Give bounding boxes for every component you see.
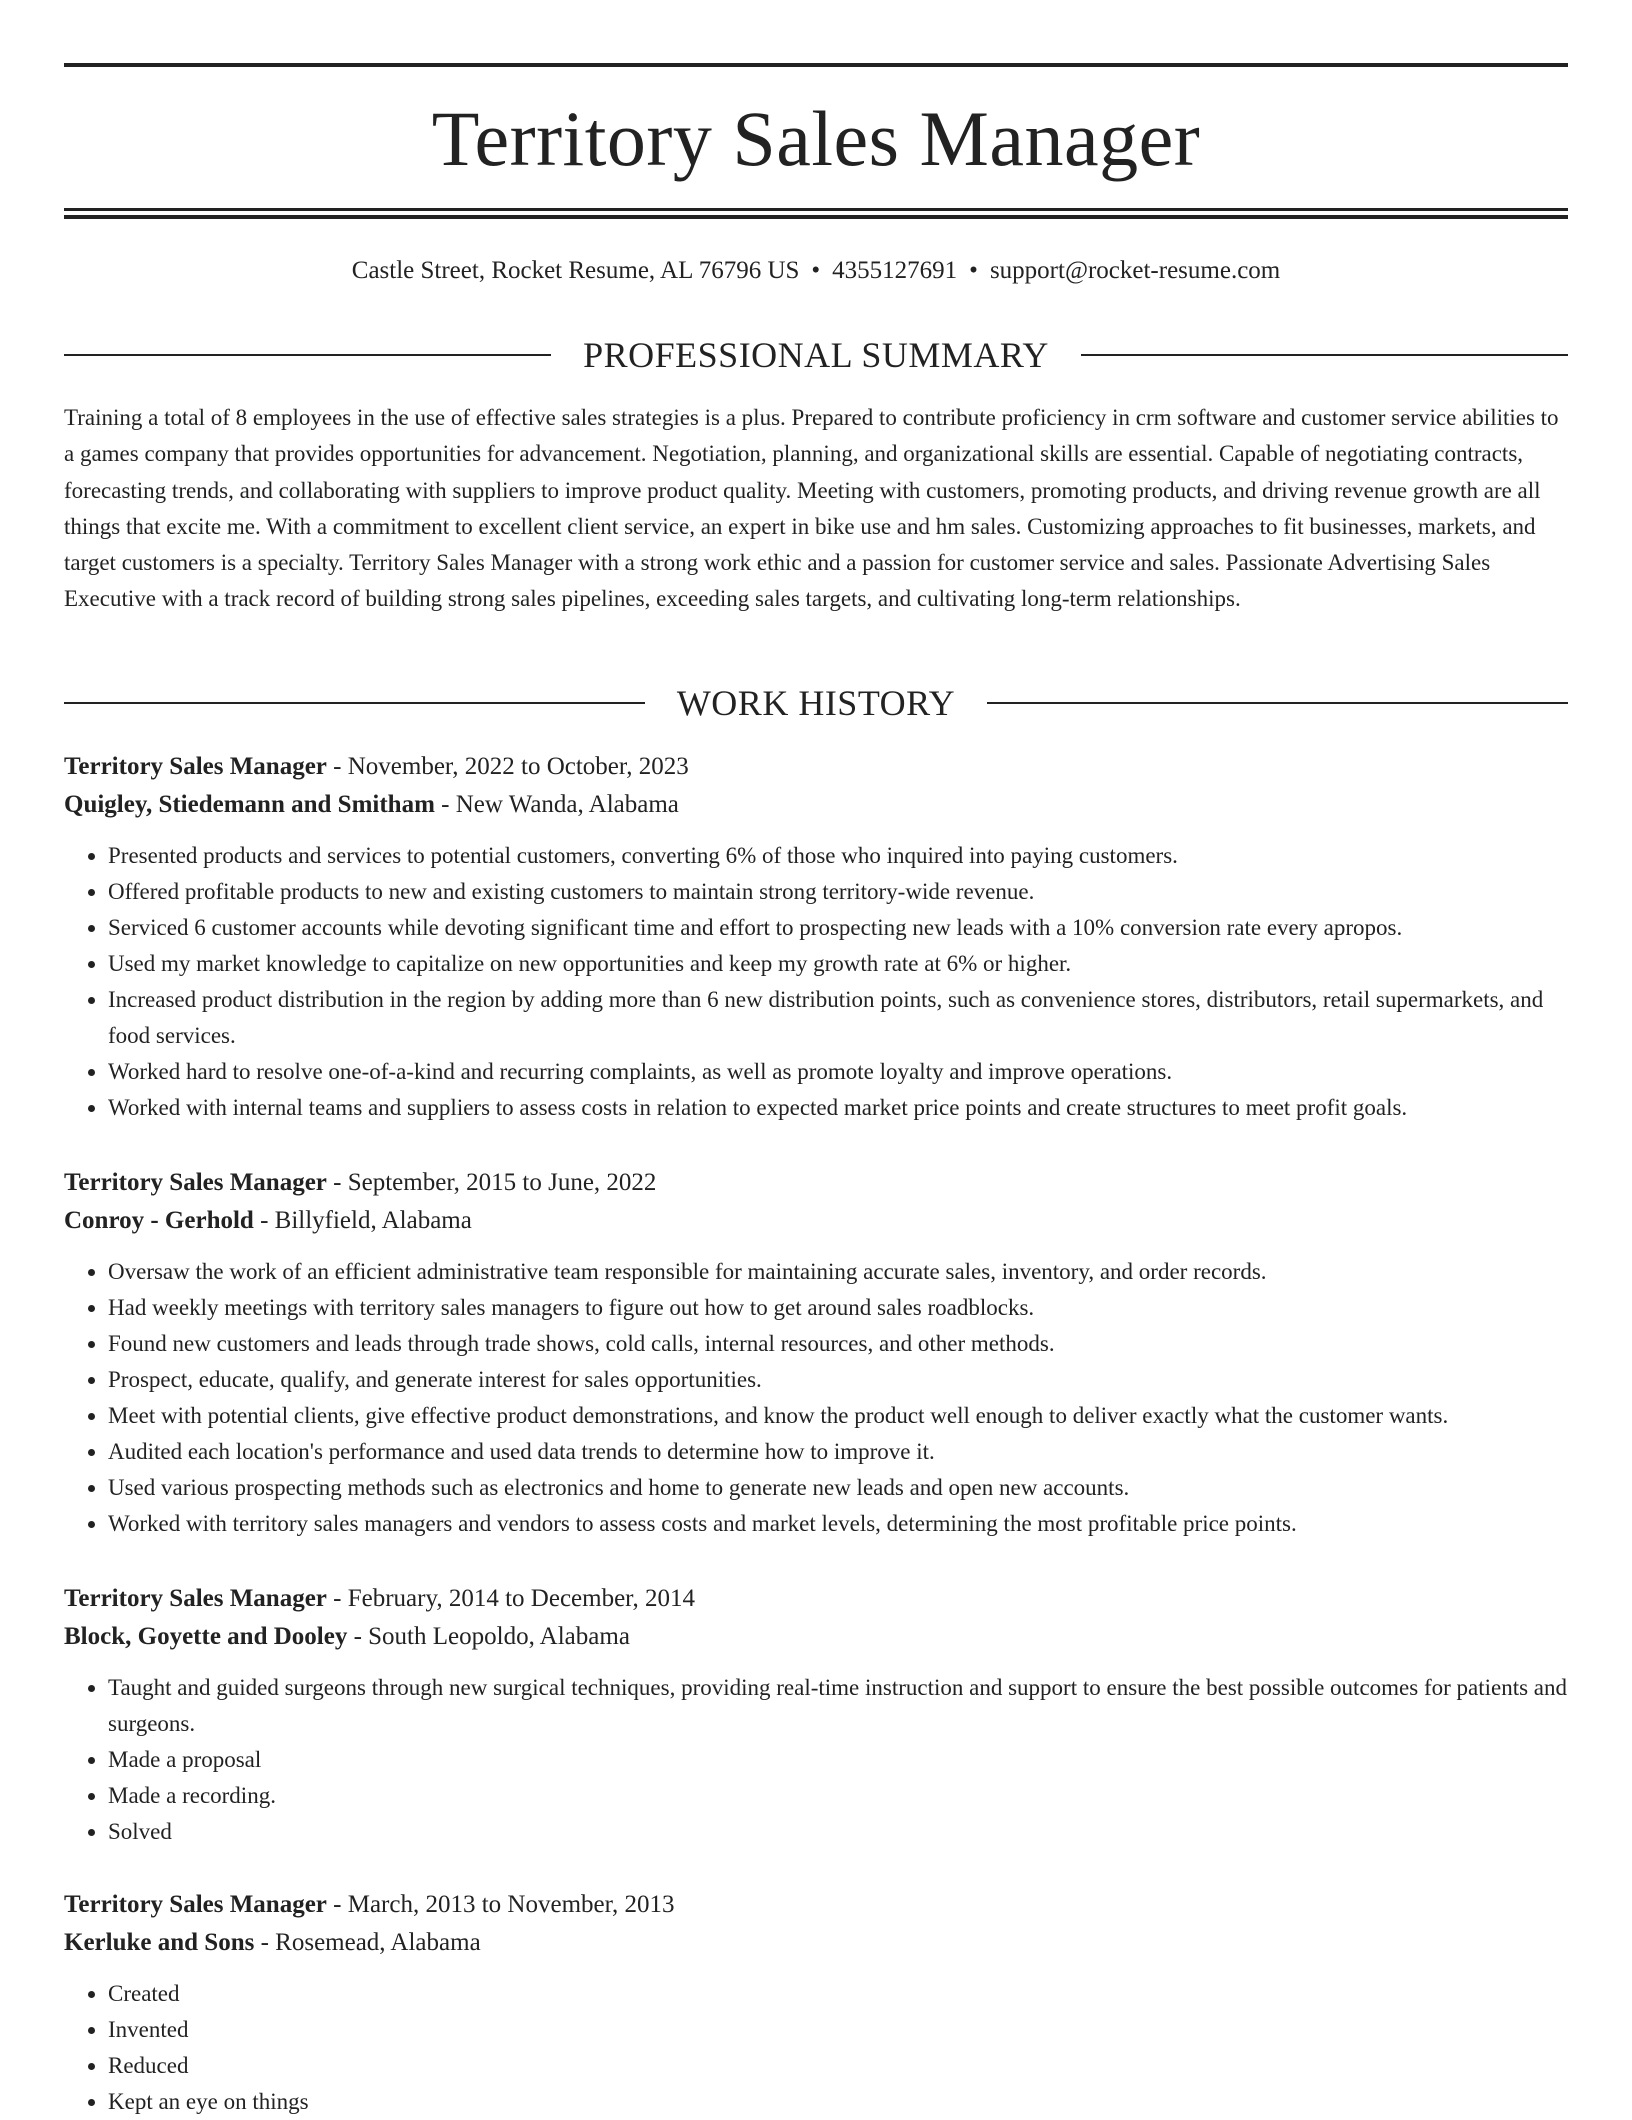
job-bullet: • Presented products and services to potential customers, converting 6% of those who inquired into paying customers. bbox=[108, 838, 1568, 874]
job-company-line bbox=[64, 1924, 1568, 1962]
job-company: Kerluke and Sons bbox=[64, 1929, 255, 1956]
heading-rule-left bbox=[64, 702, 645, 704]
job-bullet: • Made a proposal bbox=[108, 1742, 1568, 1778]
job-bullet: • Increased product distribution in the region by adding more than 6 new distribution points, such as convenience stores, distributors, retail supermarkets, and food services. bbox=[108, 982, 1568, 1054]
contact-line bbox=[64, 254, 1568, 288]
top-rule bbox=[64, 63, 1568, 67]
job-location: - Billyfield, Alabama bbox=[253, 1207, 472, 1234]
summary-heading bbox=[64, 335, 1568, 375]
contact-separator: • bbox=[969, 257, 978, 284]
job-bullets bbox=[64, 1670, 1568, 1850]
contact-separator: • bbox=[811, 257, 821, 284]
job-bullets bbox=[64, 1254, 1568, 1542]
job-dates: - February, 2014 to December, 2014 bbox=[326, 1585, 696, 1612]
job-dates: - September, 2015 to June, 2022 bbox=[326, 1169, 657, 1196]
job-location: - South Leopoldo, Alabama bbox=[347, 1623, 630, 1650]
job-bullet: • Kept an eye on things bbox=[108, 2084, 1568, 2120]
job-bullet: • Created bbox=[108, 1976, 1568, 2012]
job-bullet: • Made a recording. bbox=[108, 1778, 1568, 1814]
job-title-line bbox=[64, 1580, 1568, 1618]
job-company: Conroy - Gerhold bbox=[64, 1207, 254, 1234]
job-bullet: • Worked hard to resolve one-of-a-kind and recurring complaints, as well as promote loyalty and improve operations. bbox=[108, 1054, 1568, 1090]
job-entry bbox=[64, 748, 1568, 1126]
job-bullet: • Audited each location's performance and used data trends to determine how to improve it. bbox=[108, 1434, 1568, 1470]
job-entry bbox=[64, 1580, 1568, 1850]
title-rule-upper bbox=[64, 208, 1568, 211]
job-company-line bbox=[64, 786, 1568, 824]
job-company: Quigley, Stiedemann and Smitham bbox=[64, 791, 435, 818]
job-bullet: • Invented bbox=[108, 2012, 1568, 2048]
job-bullets bbox=[64, 838, 1568, 1126]
contact-email: support@rocket-resume.com bbox=[989, 257, 1281, 284]
job-title-line bbox=[64, 1164, 1568, 1202]
job-bullet: • Oversaw the work of an efficient administrative team responsible for maintaining accurate sales, inventory, and order records. bbox=[108, 1254, 1568, 1290]
job-bullet: • Found new customers and leads through trade shows, cold calls, internal resources, and other methods. bbox=[108, 1326, 1568, 1362]
contact-address: Castle Street, Rocket Resume, AL 76796 US bbox=[351, 257, 800, 284]
heading-rule-right bbox=[1081, 354, 1568, 356]
job-location: - New Wanda, Alabama bbox=[434, 791, 679, 818]
job-title: Territory Sales Manager bbox=[64, 1891, 327, 1918]
job-title: Territory Sales Manager bbox=[64, 1169, 327, 1196]
job-bullet: • Worked with territory sales managers and vendors to assess costs and market levels, determining the most profitable price points. bbox=[108, 1506, 1568, 1542]
job-bullet: • Prospect, educate, qualify, and generate interest for sales opportunities. bbox=[108, 1362, 1568, 1398]
job-bullet: • Used my market knowledge to capitalize on new opportunities and keep my growth rate at 6% or higher. bbox=[108, 946, 1568, 982]
contact-phone: 4355127691 bbox=[832, 257, 958, 284]
job-bullet: • Had weekly meetings with territory sales managers to figure out how to get around sales roadblocks. bbox=[108, 1290, 1568, 1326]
summary-text: Training a total of 8 employees in the use of effective sales strategies is a plus. Prepared to contribute proficiency in crm software and customer service abilities to a games company that provides opportunities for advancement. Negotiation, planning, and organizational skills are essential. Capable of negotiating contracts, forecasting trends, and collaborating with suppliers to improve product quality. Meeting with customers, promoting products, and driving revenue growth are all things that excite me. With a commitment to excellent client service, an expert in bike use and hm sales. Customizing approaches to fit businesses, markets, and target customers is a specialty. Territory Sales Manager with a strong work ethic and a passion for customer service and sales. Passionate Advertising Sales Executive with a track record of building strong sales pipelines, exceeding sales targets, and cultivating long-term relationships. bbox=[64, 405, 1559, 612]
job-entry bbox=[64, 1164, 1568, 1542]
heading-rule-right bbox=[987, 702, 1568, 704]
job-company-line bbox=[64, 1618, 1568, 1656]
title-rule-lower bbox=[64, 215, 1568, 219]
job-bullet: • Offered profitable products to new and existing customers to maintain strong territory-wide revenue. bbox=[108, 874, 1568, 910]
job-entry bbox=[64, 1886, 1568, 2120]
job-bullet: • Worked with internal teams and suppliers to assess costs in relation to expected market price points and create structures to meet profit goals. bbox=[108, 1090, 1568, 1126]
job-bullets bbox=[64, 1976, 1568, 2120]
job-bullet: • Meet with potential clients, give effective product demonstrations, and know the product well enough to deliver exactly what the customer wants. bbox=[108, 1398, 1568, 1434]
job-bullet: • Serviced 6 customer accounts while devoting significant time and effort to prospecting new leads with a 10% conversion rate every apropos. bbox=[108, 910, 1568, 946]
heading-rule-left bbox=[64, 354, 551, 356]
job-bullet: • Reduced bbox=[108, 2048, 1568, 2084]
job-company-line bbox=[64, 1202, 1568, 1240]
work-history-heading bbox=[64, 683, 1568, 723]
job-title: Territory Sales Manager bbox=[64, 753, 327, 780]
job-dates: - November, 2022 to October, 2023 bbox=[326, 753, 689, 780]
job-location: - Rosemead, Alabama bbox=[254, 1929, 481, 1956]
job-title-line bbox=[64, 1886, 1568, 1924]
job-bullet: • Used various prospecting methods such as electronics and home to generate new leads and open new accounts. bbox=[108, 1470, 1568, 1506]
summary-heading-label: PROFESSIONAL SUMMARY bbox=[583, 335, 1049, 375]
job-company: Block, Goyette and Dooley bbox=[64, 1623, 348, 1650]
job-bullet: • Solved bbox=[108, 1814, 1568, 1850]
job-title-line bbox=[64, 748, 1568, 786]
resume-title: Territory Sales Manager bbox=[431, 95, 1201, 182]
job-title: Territory Sales Manager bbox=[64, 1585, 327, 1612]
job-bullet: • Taught and guided surgeons through new surgical techniques, providing real-time instruction and support to ensure the best possible outcomes for patients and surgeons. bbox=[108, 1670, 1568, 1742]
work-history-heading-label: WORK HISTORY bbox=[676, 683, 956, 723]
job-dates: - March, 2013 to November, 2013 bbox=[326, 1891, 675, 1918]
